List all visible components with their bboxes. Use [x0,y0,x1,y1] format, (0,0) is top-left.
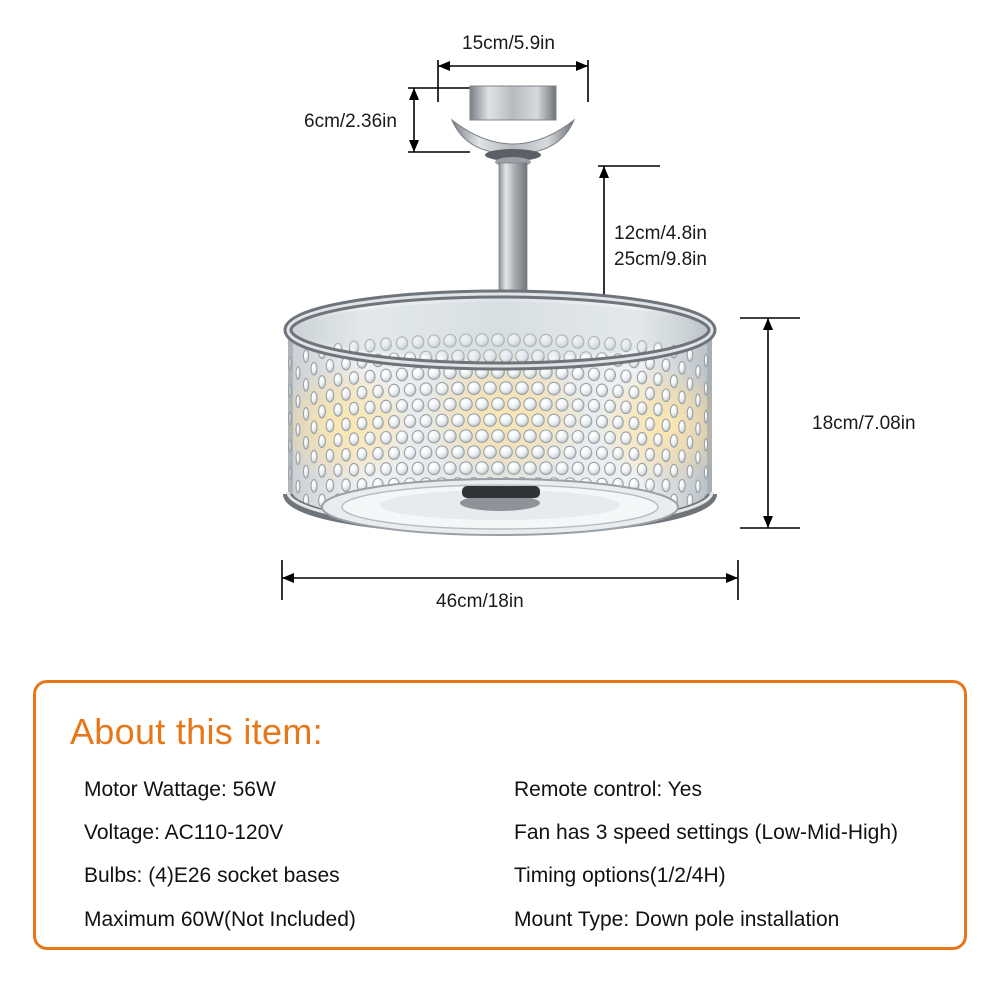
spec-item: Voltage: AC110-120V [84,821,284,845]
spec-item: Remote control: Yes [514,778,702,801]
spec-item: Timing options(1/2/4H) [514,864,726,888]
spec-list-right [514,777,984,950]
dim-label-canopy-height: 6cm/2.36in [304,111,397,132]
about-this-item-box [33,680,967,950]
spec-item: Motor Wattage: 56W [84,778,276,801]
dim-label-downrod-long: 25cm/9.8in [614,249,707,270]
dim-label-shade-height: 18cm/7.08in [812,413,916,434]
spec-item: Fan has 3 speed settings (Low-Mid-High) [514,821,899,845]
spec-list-left [84,777,504,950]
dim-label-downrod-short: 12cm/4.8in [614,223,707,244]
spec-item: Mount Type: Down pole installation [514,907,840,931]
spec-item: Bulbs: (4)E26 socket bases [84,864,340,888]
dim-label-canopy-width: 15cm/5.9in [462,33,555,54]
dim-label-shade-diameter: 46cm/18in [436,591,524,612]
about-title: About this item: [70,711,323,752]
spec-item: Maximum 60W(Not Included) [84,907,356,931]
